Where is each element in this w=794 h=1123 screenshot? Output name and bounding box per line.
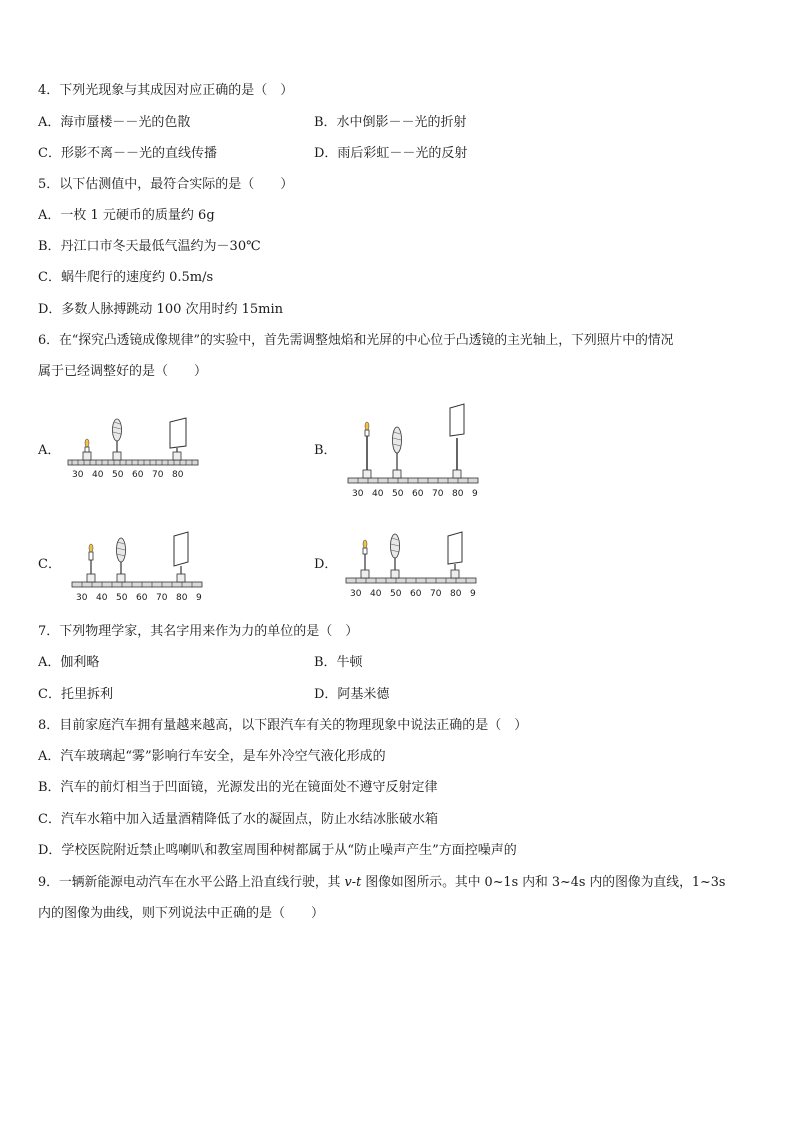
figure-c[interactable] (68, 528, 208, 598)
q9-stem-line1 (38, 875, 725, 891)
q8-stem: 8．目前家庭汽车拥有量越来越高，以下跟汽车有关的物理现象中说法正确的是（ ） (38, 718, 528, 733)
q4-option-a[interactable]: A．海市蜃楼－－光的色散 (38, 115, 191, 130)
figure-c-tick: 50 (116, 593, 128, 603)
figure-b-tick: 50 (392, 489, 404, 499)
figure-c-tick: 80 (176, 593, 188, 603)
q9-stem-part-b: 图像如图所示。其中 0~1s 内和 3~4s 内的图像为直线，1~3s (361, 875, 726, 890)
figure-b-tick: 80 (452, 489, 464, 499)
figure-b-tick: 60 (412, 489, 424, 499)
q4-option-d[interactable]: D．雨后彩虹－－光的反射 (314, 146, 468, 161)
q5-stem: 5．以下估测值中，最符合实际的是（ ） (38, 177, 294, 192)
figure-c-tick: 70 (156, 593, 168, 603)
figure-c-tick: 60 (136, 593, 148, 603)
q7-option-b[interactable]: B．牛顿 (314, 655, 363, 670)
q6-stem-line1: 6．在“探究凸透镜成像规律”的实验中，首先需调整烛焰和光屏的中心位于凸透镜的主光轴上，下列照片中的情况 (38, 333, 674, 348)
figure-d-tick: 40 (370, 589, 382, 599)
figure-b-tick: 9 (472, 489, 478, 499)
figure-a-tick: 80 (172, 470, 184, 480)
figure-d[interactable] (342, 528, 482, 598)
q5-option-c[interactable]: C．蜗牛爬行的速度约 0.5m/s (38, 270, 214, 285)
figure-a-tick: 30 (72, 470, 84, 480)
q7-option-a[interactable]: A．伽利略 (38, 655, 100, 670)
figure-b[interactable] (344, 400, 484, 490)
figure-c-tick: 40 (96, 593, 108, 603)
figure-b-label[interactable]: B． (314, 443, 337, 458)
q5-option-b[interactable]: B．丹江口市冬天最低气温约为－30℃ (38, 239, 261, 254)
figure-b-tick: 30 (352, 489, 364, 499)
figure-c-tick: 9 (196, 593, 202, 603)
q9-stem-line2: 内的图像为曲线，则下列说法中正确的是（ ） (38, 906, 325, 921)
figure-d-tick: 30 (350, 589, 362, 599)
figure-c-label[interactable]: C． (38, 557, 61, 572)
figure-a-tick: 60 (132, 470, 144, 480)
figure-a-label[interactable]: A． (38, 443, 61, 458)
q7-stem: 7．下列物理学家，其名字用来作为力的单位的是（ ） (38, 624, 359, 639)
q8-option-c[interactable]: C．汽车水箱中加入适量酒精降低了水的凝固点，防止水结冰胀破水箱 (38, 812, 438, 827)
figure-b-tick: 40 (372, 489, 384, 499)
figure-d-label[interactable]: D． (314, 557, 338, 572)
q4-option-c[interactable]: C．形影不离－－光的直线传播 (38, 146, 217, 161)
q9-vt-symbol: v-t (344, 875, 362, 890)
q7-option-c[interactable]: C．托里拆利 (38, 687, 113, 702)
figure-c-tick: 30 (76, 593, 88, 603)
q8-option-a[interactable]: A．汽车玻璃起“雾”影响行车安全，是车外冷空气液化形成的 (38, 749, 386, 764)
q8-option-b[interactable]: B．汽车的前灯相当于凹面镜，光源发出的光在镜面处不遵守反射定律 (38, 780, 438, 795)
figure-a-tick: 70 (152, 470, 164, 480)
q8-option-d[interactable]: D．学校医院附近禁止鸣喇叭和教室周围种树都属于从“防止噪声产生”方面控噪声的 (38, 843, 517, 858)
q4-stem: 4．下列光现象与其成因对应正确的是（ ） (38, 83, 294, 98)
figure-d-tick: 50 (390, 589, 402, 599)
figure-d-tick: 80 (450, 589, 462, 599)
figure-b-tick: 70 (432, 489, 444, 499)
q6-stem-line2: 属于已经调整好的是（ ） (38, 364, 208, 379)
q9-stem-part-a: 9．一辆新能源电动汽车在水平公路上沿直线行驶，其 (38, 875, 345, 890)
q7-option-d[interactable]: D．阿基米德 (314, 687, 390, 702)
q5-option-a[interactable]: A．一枚 1 元硬币的质量约 6g (38, 208, 215, 223)
figure-a-tick: 40 (92, 470, 104, 480)
q4-option-b[interactable]: B．水中倒影－－光的折射 (314, 115, 467, 130)
figure-d-tick: 60 (410, 589, 422, 599)
figure-d-tick: 9 (470, 589, 476, 599)
figure-a-tick: 50 (112, 470, 124, 480)
q5-option-d[interactable]: D．多数人脉搏跳动 100 次用时约 15min (38, 302, 284, 317)
figure-d-tick: 70 (430, 589, 442, 599)
